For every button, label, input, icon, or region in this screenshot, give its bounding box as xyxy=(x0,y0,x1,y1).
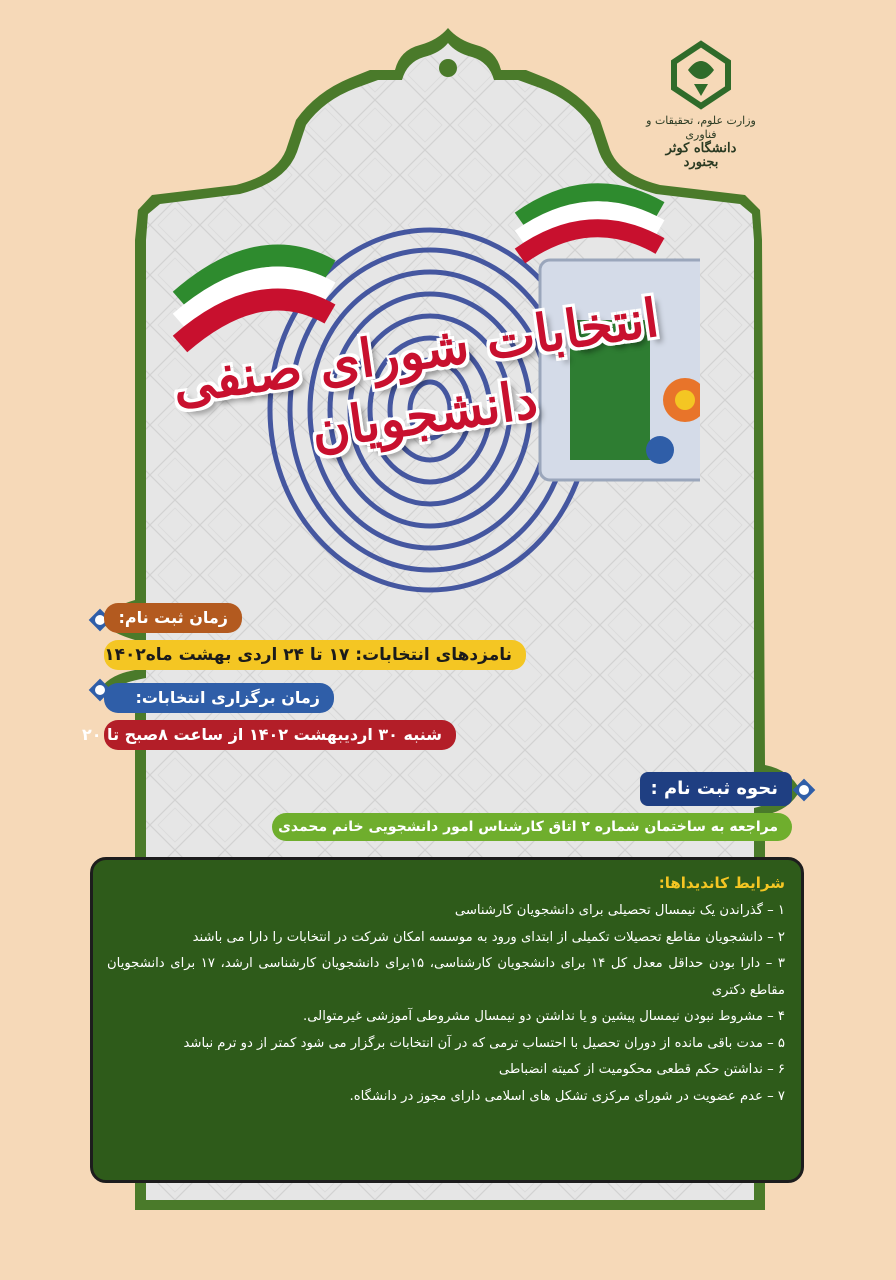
registration-time-value: نامزدهای انتخابات: ۱۷ تا ۲۴ اردی بهشت ماه۱۴۰۲ xyxy=(104,640,526,670)
university-name: دانشگاه کوثر بجنورد xyxy=(665,141,737,170)
registration-time-heading: زمان ثبت نام: xyxy=(104,603,242,633)
how-to-register-heading: نحوه ثبت نام : xyxy=(640,772,792,806)
conditions-title: شرایط کاندیداها: xyxy=(658,874,785,892)
condition-item: ۴ – مشروط نبودن نیمسال پیشین و یا نداشتن دو نیمسال مشروطی آموزشی غیرمتوالی. xyxy=(303,1009,785,1024)
condition-item: ۱ – گذراندن یک نیمسال تحصیلی برای دانشجویان کارشناسی xyxy=(454,903,785,918)
condition-item: ۶ – نداشتن حکم قطعی محکومیت از کمیته انضباطی xyxy=(498,1062,785,1077)
candidate-conditions-panel xyxy=(90,857,804,1183)
ministry-emblem-icon xyxy=(666,40,736,110)
condition-item: ۵ – مدت باقی مانده از دوران تحصیل با احتساب ترمی که در آن انتخابات برگزار می شود کمتر از دو ترم نباشد xyxy=(183,1035,785,1051)
how-to-register-value: مراجعه به ساختمان شماره ۲ اتاق کارشناس امور دانشجویی خانم محمدی xyxy=(272,813,792,841)
voting-time-heading: زمان برگزاری انتخابات: xyxy=(104,683,334,713)
voting-time-value: شنبه ۳۰ اردیبهشت ۱۴۰۲ از ساعت ۸صبح تا ۲۰ xyxy=(104,720,456,750)
poster-title-artwork xyxy=(140,150,700,600)
condition-item: ۲ – دانشجویان مقاطع تحصیلات تکمیلی از ابتدای ورود به موسسه امکان شرکت در انتخابات را دارا می باشند xyxy=(192,929,785,945)
condition-item: ۷ – عدم عضویت در شورای مرکزی تشکل های اسلامی دارای مجوز در دانشگاه. xyxy=(349,1088,785,1104)
poster-title: انتخابات شورای صنفی دانشجویان xyxy=(168,287,663,462)
condition-item: ۳ – دارا بودن حداقل معدل کل ۱۴ برای دانشجویان کارشناسی، ۱۵برای دانشجویان کارشناسی ارشد، ۱۷ برای دانشجویان مقاطع دکتری xyxy=(107,956,785,998)
ministry-name: وزارت علوم، تحقیقات و فناوری xyxy=(646,114,756,141)
